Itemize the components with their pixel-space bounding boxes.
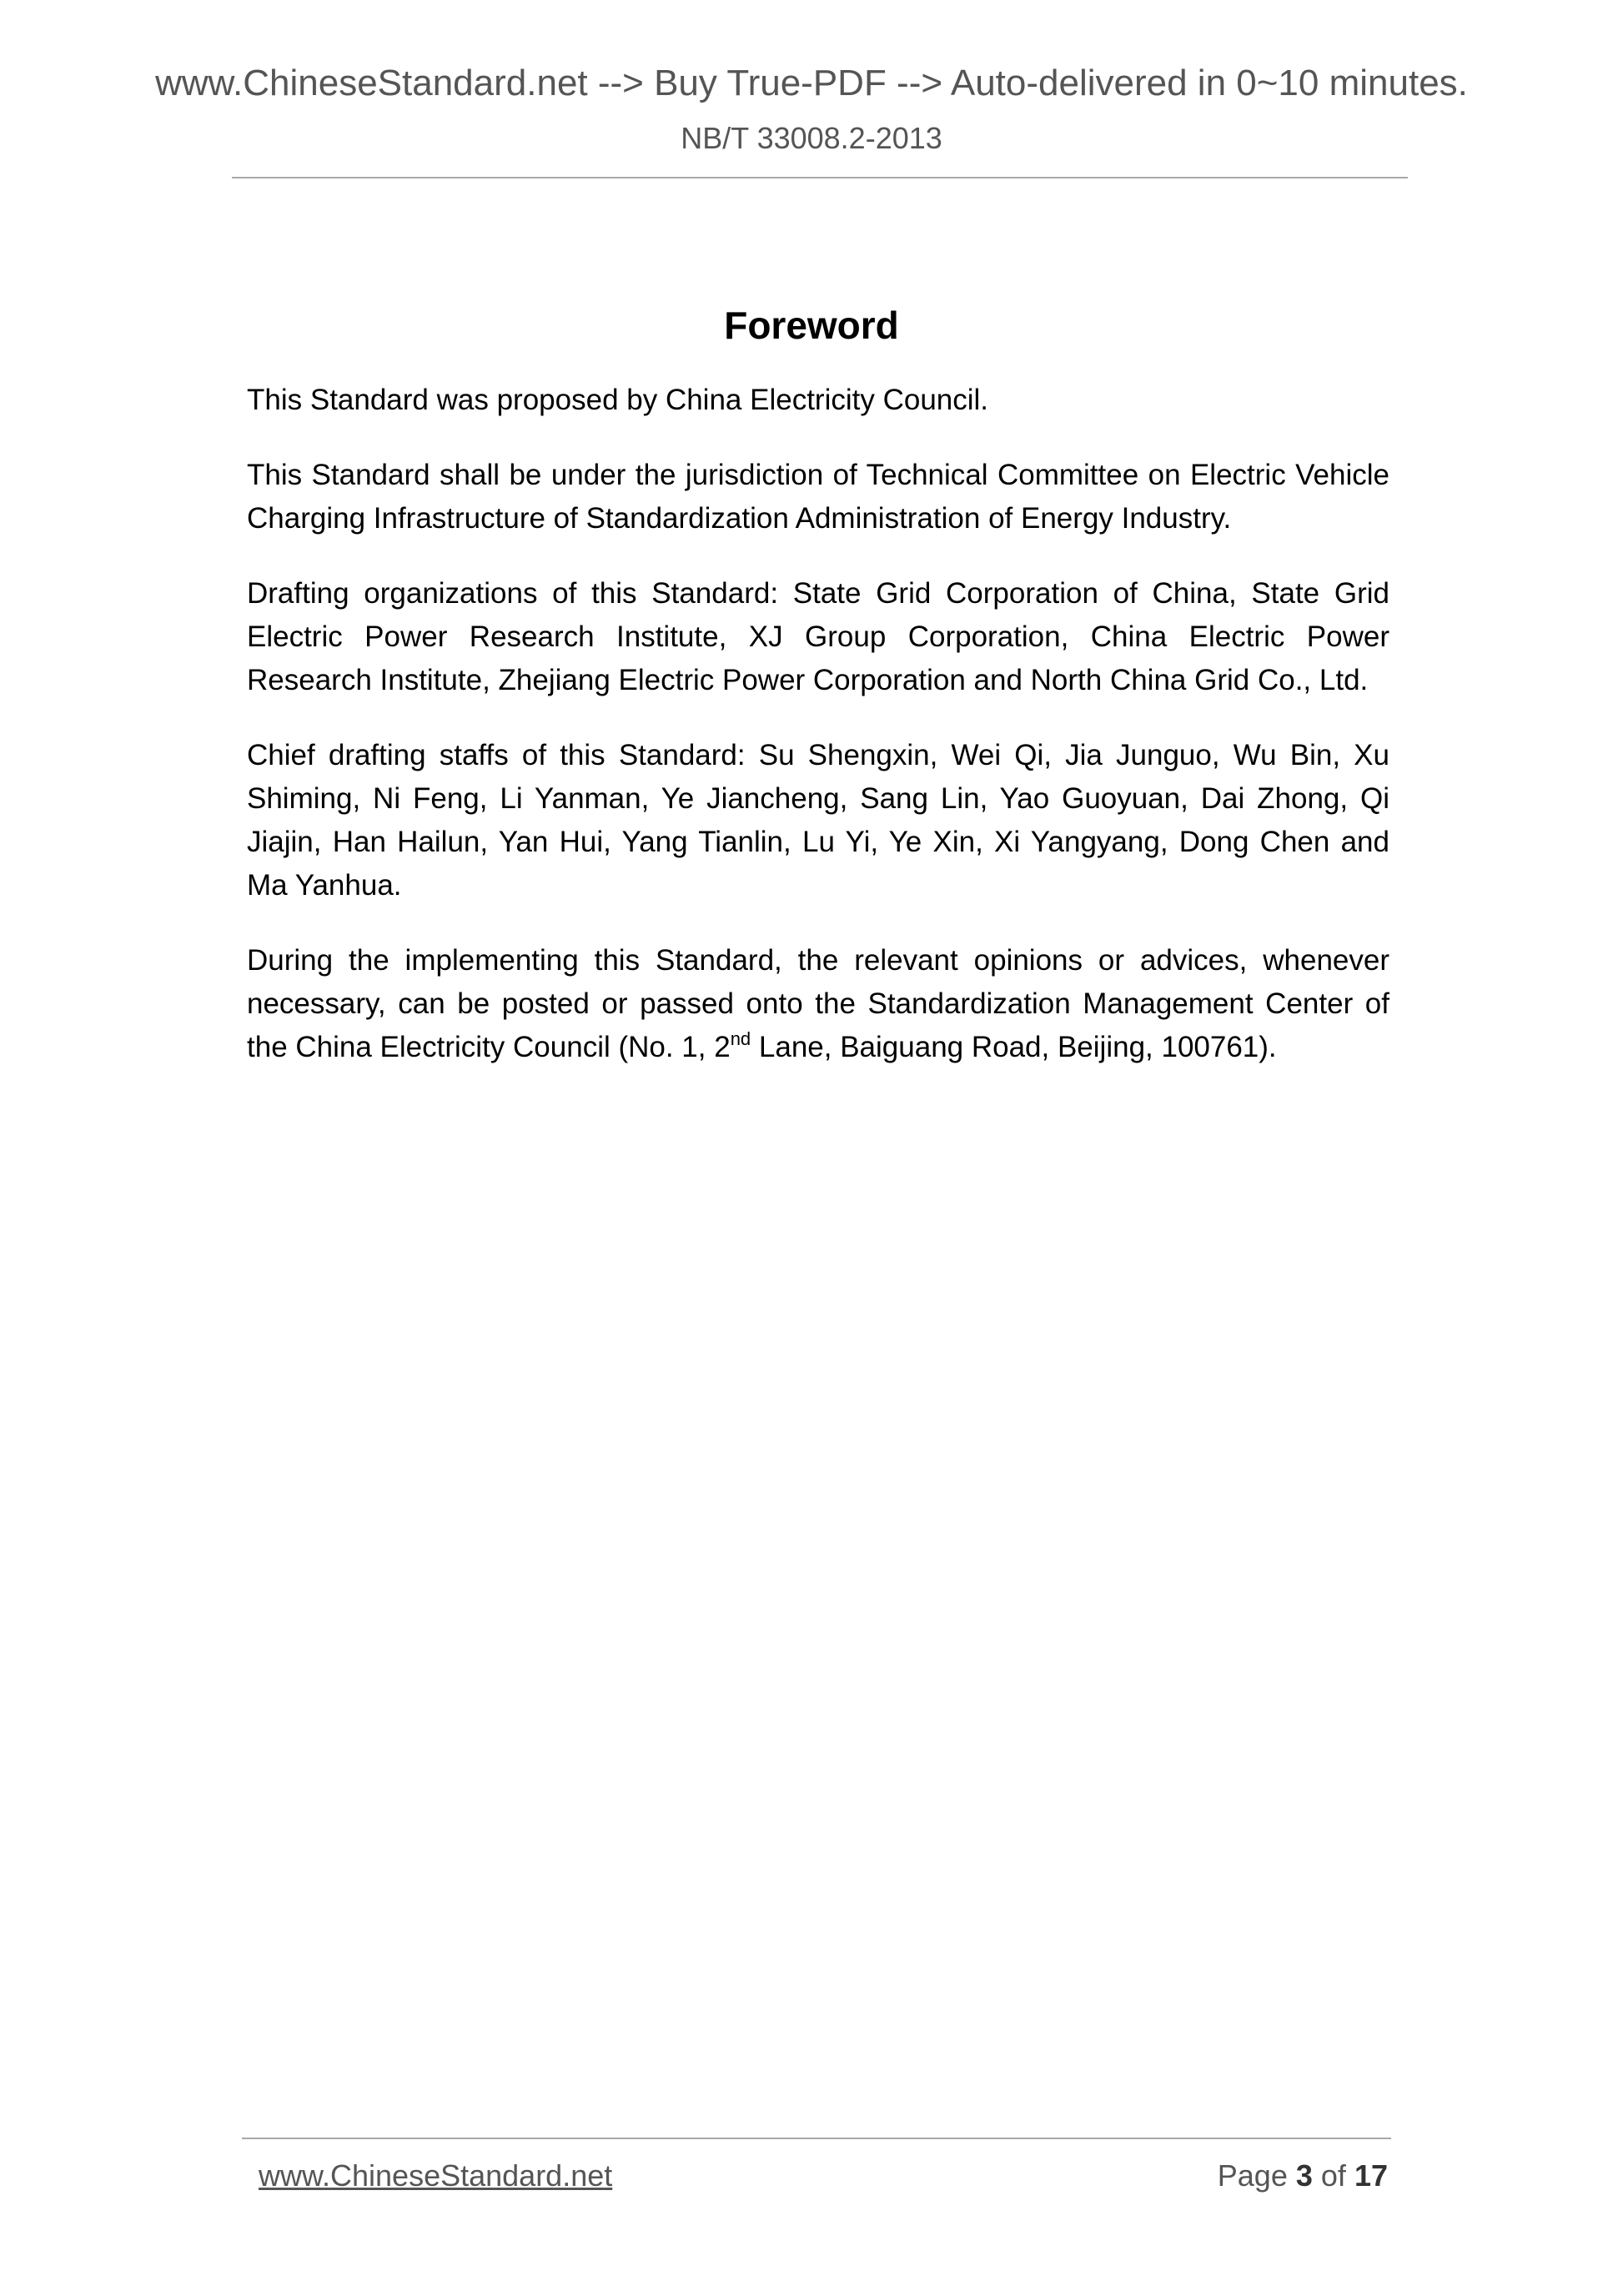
page-of: of <box>1320 2158 1346 2193</box>
document-code: NB/T 33008.2-2013 <box>681 121 942 155</box>
top-banner: www.ChineseStandard.net --> Buy True-PDF --> Auto-delivered in 0~10 minutes. <box>155 63 1468 103</box>
page-current: 3 <box>1295 2158 1313 2193</box>
header-divider <box>232 177 1408 178</box>
footer-website-link[interactable]: www.ChineseStandard.net <box>259 2158 613 2193</box>
paragraph-drafting-organizations: Drafting organizations of this Standard: State Grid Corporation of China, State Grid Electric Power Research Institute, XJ Group Corporation, China Electric Power Research Institute, Zhejiang Electric Power Corporation and North China Grid Co., Ltd. <box>247 577 1389 696</box>
ordinal-superscript: nd <box>730 1028 751 1049</box>
foreword-body <box>247 379 1389 1101</box>
page-title: Foreword <box>724 303 899 347</box>
page-label: Page <box>1217 2158 1288 2193</box>
page-number <box>1217 2158 1388 2193</box>
contact-text-before: During the implementing this Standard, the relevant opinions or advices, whenever necessary, can be posted or passed onto the Standardization Management Center of the China Electricity Council (No. 1, 2 <box>247 944 1389 1063</box>
paragraph-contact <box>247 939 1389 1069</box>
paragraph-drafting-staffs: Chief drafting staffs of this Standard: Su Shengxin, Wei Qi, Jia Junguo, Wu Bin, Xu Shiming, Ni Feng, Li Yanman, Ye Jiancheng, Sang Lin, Yao Guoyuan, Dai Zhong, Qi Jiajin, Han Hailun, Yan Hui, Yang Tianlin, Lu Yi, Ye Xin, Xi Yangyang, Dong Chen and Ma Yanhua. <box>247 739 1389 902</box>
footer-divider <box>242 2138 1391 2139</box>
paragraph-jurisdiction: This Standard shall be under the jurisdiction of Technical Committee on Electric Vehicle Charging Infrastructure of Standardization Administration of Energy Industry. <box>247 459 1389 535</box>
page-total: 17 <box>1354 2158 1388 2193</box>
contact-text-after: Lane, Baiguang Road, Beijing, 100761). <box>751 1031 1277 1063</box>
paragraph-proposed-by: This Standard was proposed by China Electricity Council. <box>247 384 989 416</box>
